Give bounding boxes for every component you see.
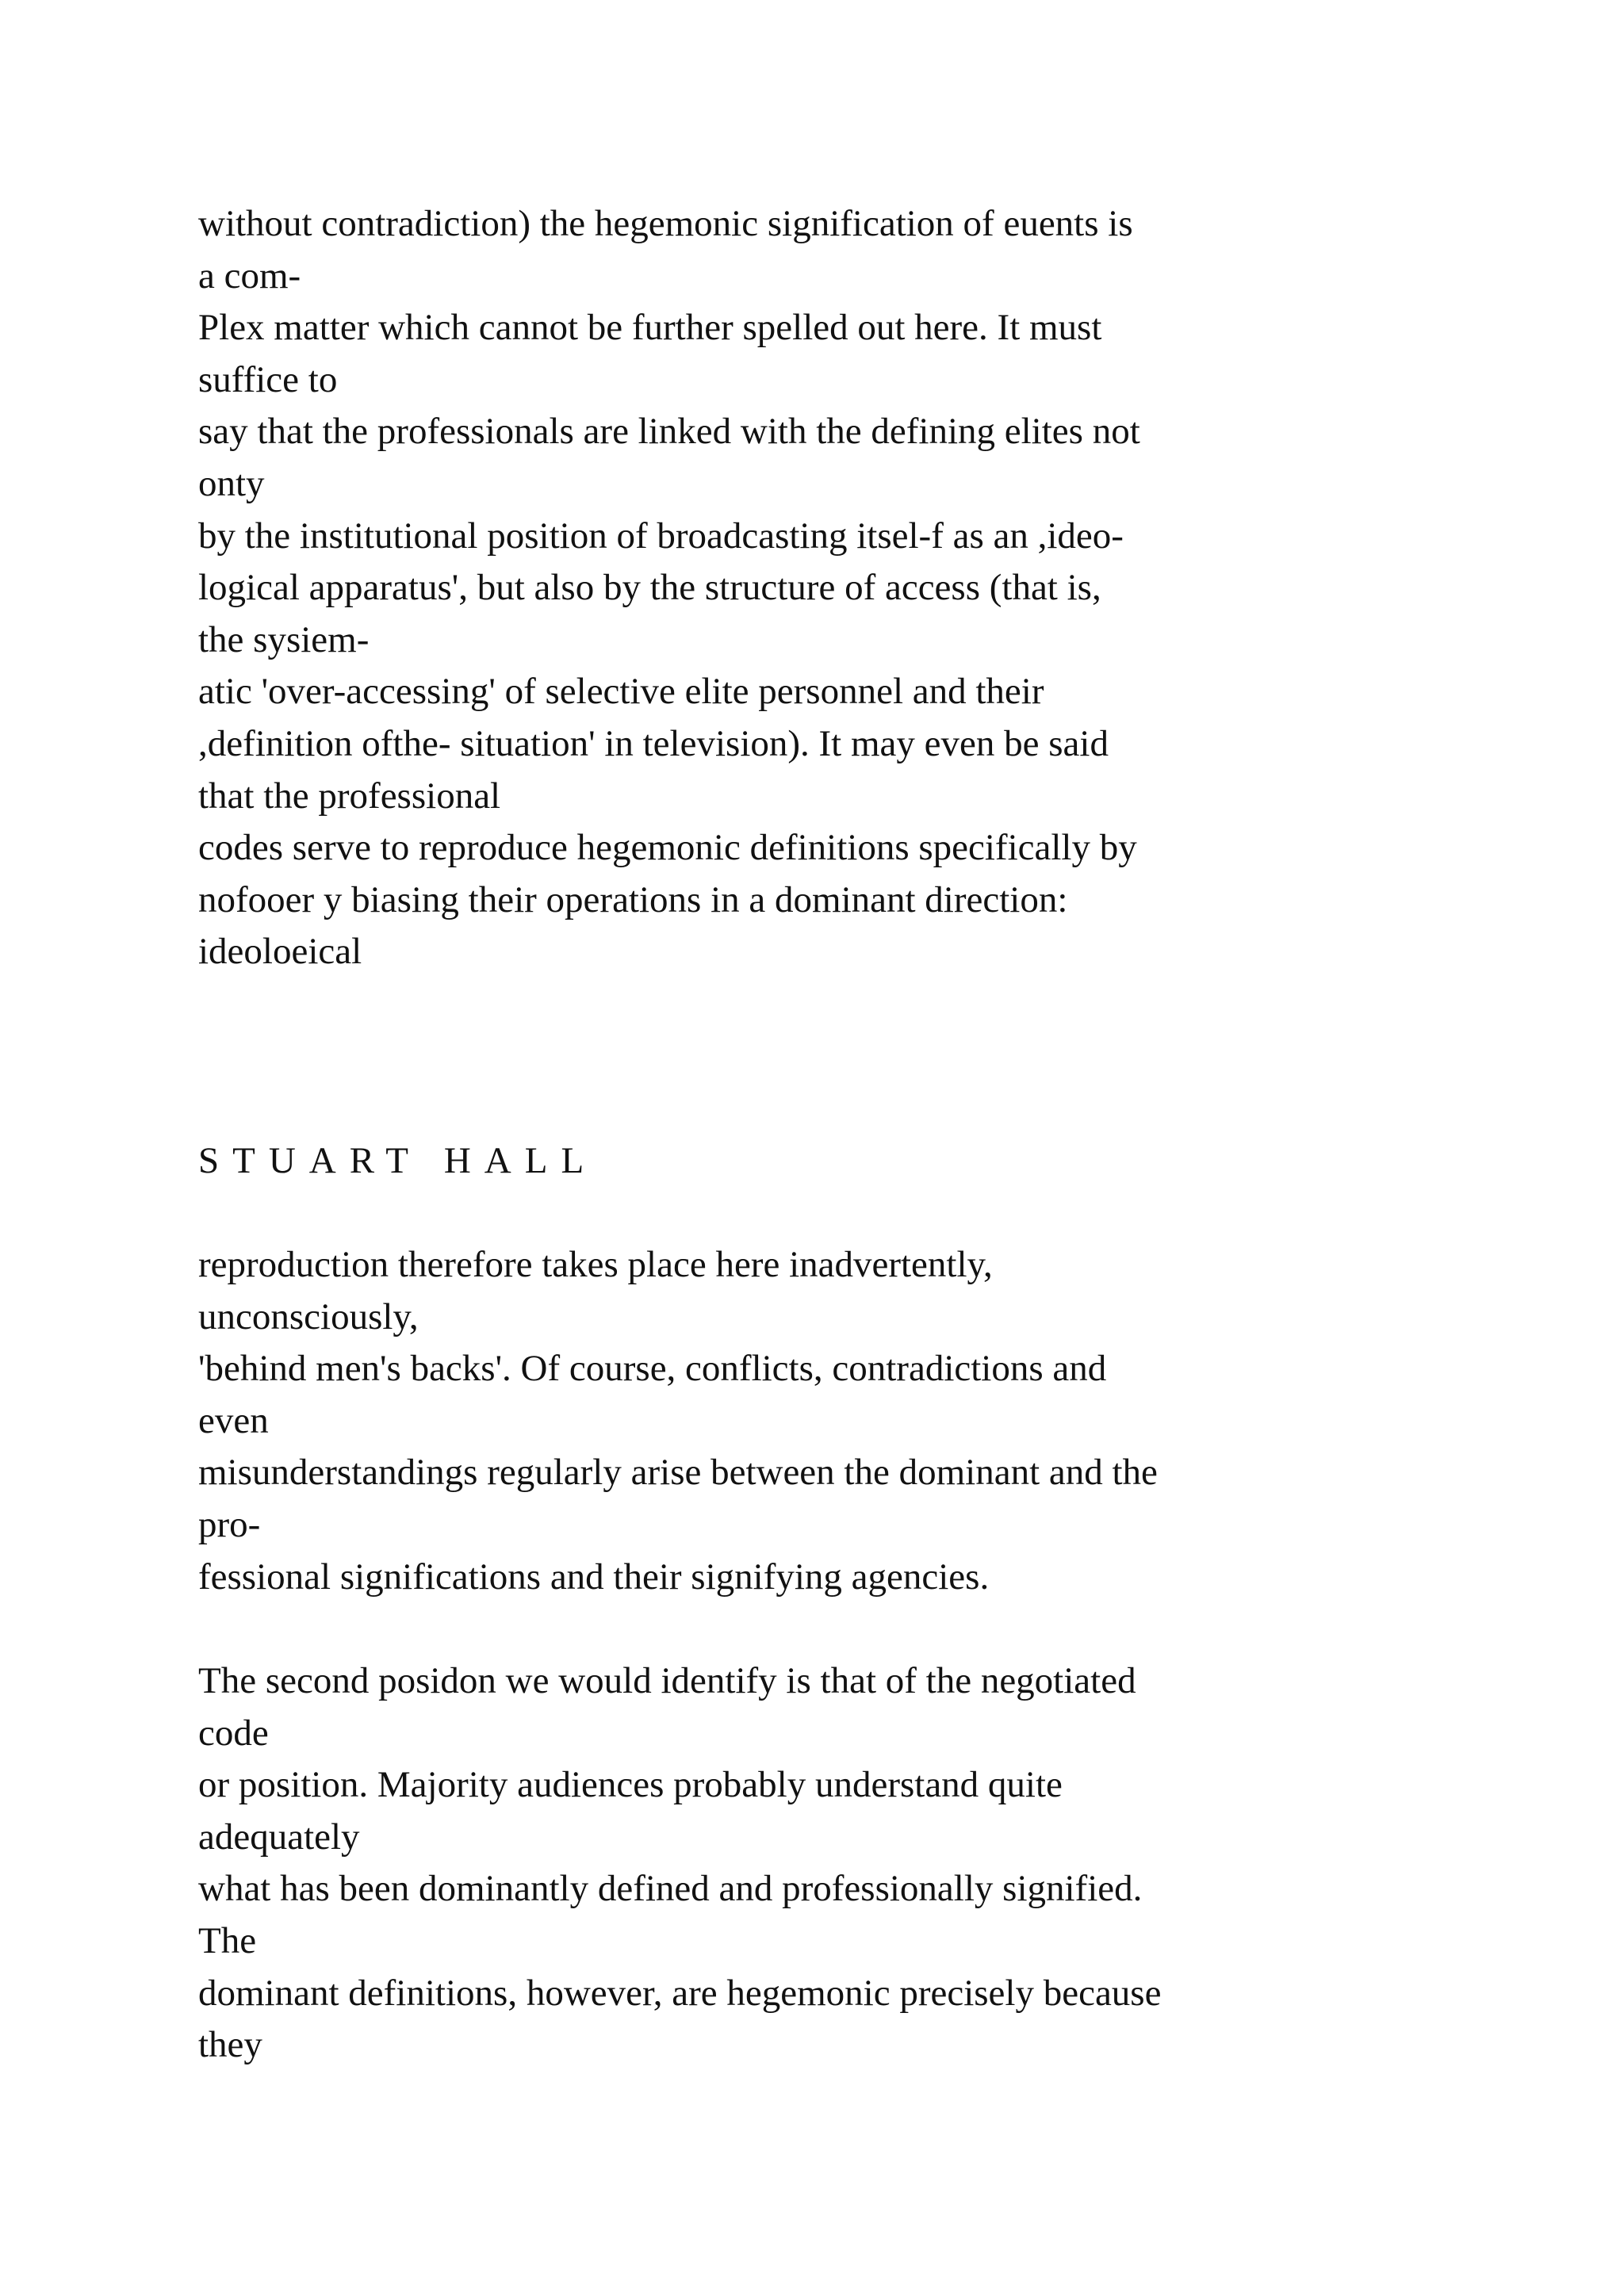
text-line: ,definition ofthe- situation' in television). It may even be said <box>198 722 1109 764</box>
text-line: without contradiction) the hegemonic signification of euents is <box>198 203 1133 244</box>
paragraph-3 <box>198 1655 1546 2072</box>
text-line: say that the professionals are linked with the defining elites not <box>198 411 1140 453</box>
text-line: misunderstandings regularly arise between the dominant and the <box>198 1452 1158 1494</box>
text-line: The <box>198 1919 257 1961</box>
text-line: a com- <box>198 254 301 297</box>
text-line: even <box>198 1399 269 1441</box>
text-line: unconsciously, <box>198 1295 419 1337</box>
text-line: onty <box>198 462 265 504</box>
text-line: pro- <box>198 1503 261 1545</box>
text-line: logical apparatus', but also by the structure of access (that is, <box>198 567 1101 609</box>
text-line: codes serve to reproduce hegemonic definitions specifically by <box>198 827 1137 869</box>
text-line: that the professional <box>198 775 501 817</box>
text-line: 'behind men's backs'. Of course, conflicts, contradictions and <box>198 1348 1107 1390</box>
text-line: ideoloeical <box>198 931 362 973</box>
text-line: or position. Majority audiences probably understand quite <box>198 1764 1063 1806</box>
text-line: fessional significations and their signifying agencies. <box>198 1556 990 1598</box>
text-line: atic 'over-accessing' of selective elite personnel and their <box>198 671 1044 713</box>
text-line: suffice to <box>198 358 338 400</box>
text-line: adequately <box>198 1816 360 1858</box>
text-line: The second posidon we would identify is that of the negotiated <box>198 1660 1136 1701</box>
text-line: Plex matter which cannot be further spelled out here. It must <box>198 307 1102 349</box>
text-line: code <box>198 1712 269 1754</box>
text-line: nofooer y biasing their operations in a dominant direction: <box>198 878 1068 920</box>
text-line: by the institutional position of broadcasting itsel-f as an ,ideo- <box>198 515 1124 557</box>
paragraph-1 <box>198 198 1546 978</box>
running-head: STUART HALL <box>198 1140 598 1181</box>
text-line: dominant definitions, however, are hegemonic precisely because <box>198 1972 1162 2014</box>
text-line: the sysiem- <box>198 618 370 660</box>
text-line: what has been dominantly defined and professionally signified. <box>198 1868 1143 1910</box>
text-line: reproduction therefore takes place here inadvertently, <box>198 1244 993 1285</box>
text-line: they <box>198 2024 262 2066</box>
paragraph-2 <box>198 1239 1546 1603</box>
